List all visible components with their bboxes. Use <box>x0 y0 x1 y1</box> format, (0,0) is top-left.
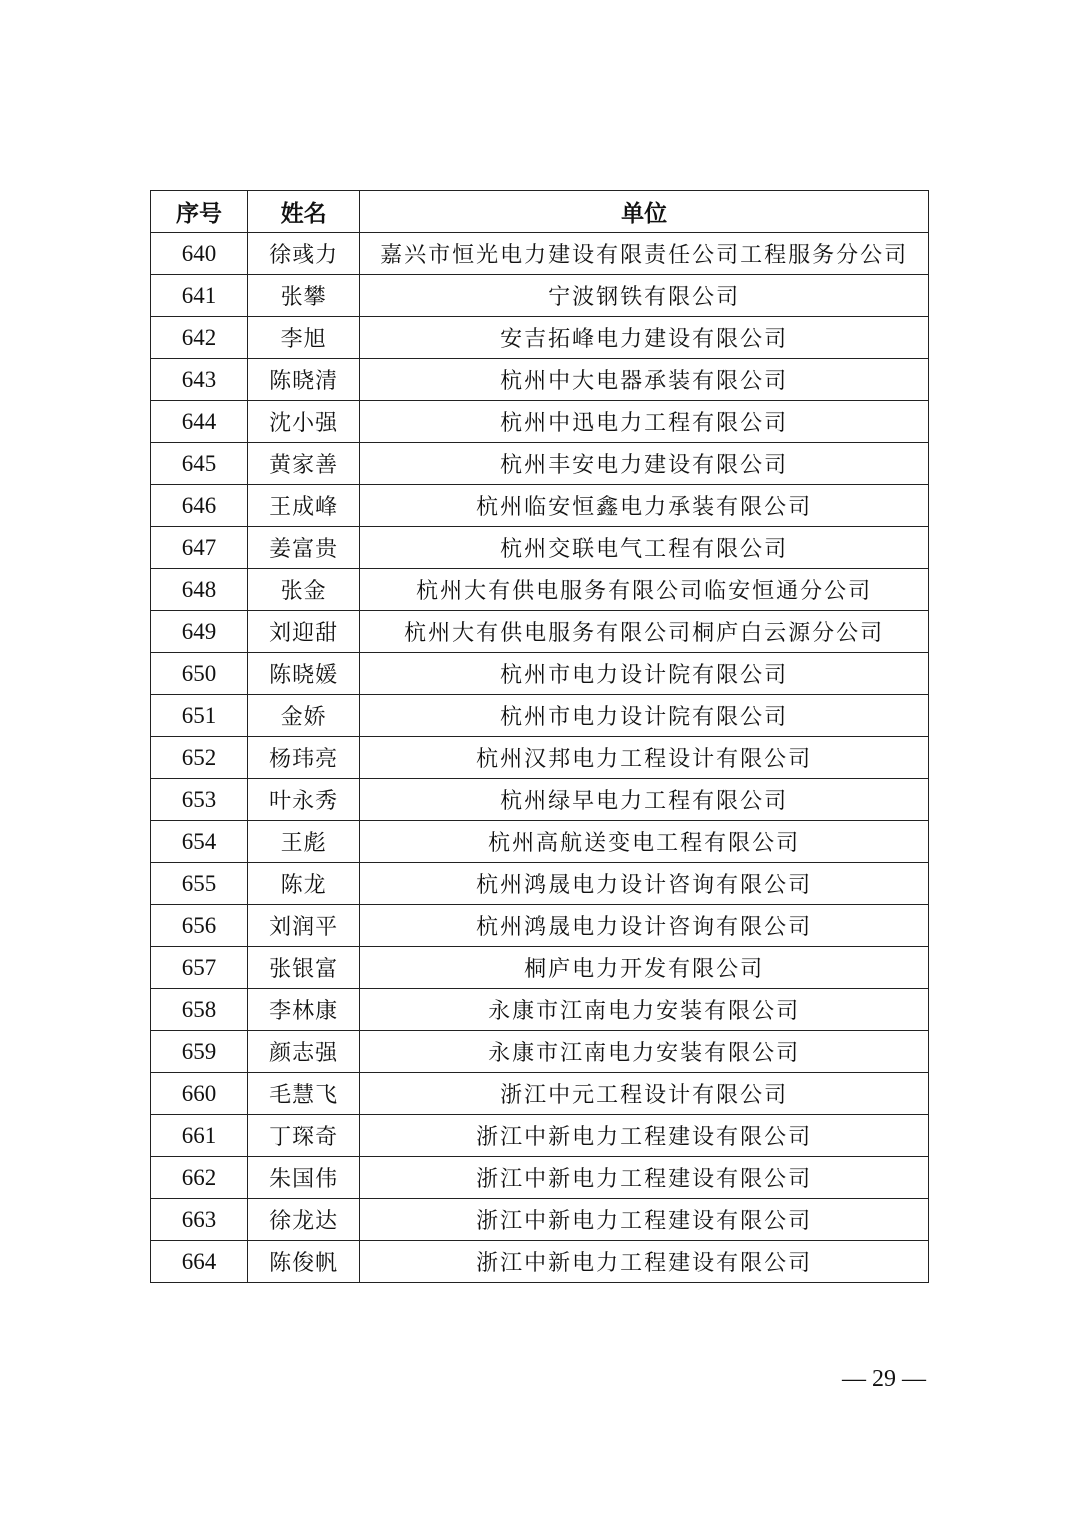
table-row <box>151 1157 929 1199</box>
table-row <box>151 1199 929 1241</box>
unit-cell: 杭州汉邦电力工程设计有限公司 <box>360 737 929 779</box>
name-cell: 王彪 <box>248 821 360 863</box>
page-number: — 29 — <box>842 1366 926 1392</box>
serial-number-cell: 641 <box>151 275 248 317</box>
header-serial-number: 序号 <box>151 191 248 233</box>
table-row <box>151 1031 929 1073</box>
name-cell: 毛慧飞 <box>248 1073 360 1115</box>
name-cell: 陈俊帆 <box>248 1241 360 1283</box>
table-row <box>151 527 929 569</box>
name-cell: 姜富贵 <box>248 527 360 569</box>
unit-cell: 杭州高航送变电工程有限公司 <box>360 821 929 863</box>
name-cell: 叶永秀 <box>248 779 360 821</box>
header-unit: 单位 <box>360 191 929 233</box>
table-row <box>151 569 929 611</box>
table-row <box>151 737 929 779</box>
serial-number-cell: 648 <box>151 569 248 611</box>
unit-cell: 杭州鸿晟电力设计咨询有限公司 <box>360 863 929 905</box>
unit-cell: 浙江中新电力工程建设有限公司 <box>360 1157 929 1199</box>
name-cell: 丁琛奇 <box>248 1115 360 1157</box>
name-cell: 颜志强 <box>248 1031 360 1073</box>
table-row <box>151 695 929 737</box>
table-row <box>151 653 929 695</box>
unit-cell: 杭州临安恒鑫电力承装有限公司 <box>360 485 929 527</box>
unit-cell: 杭州鸿晟电力设计咨询有限公司 <box>360 905 929 947</box>
header-name: 姓名 <box>248 191 360 233</box>
unit-cell: 浙江中元工程设计有限公司 <box>360 1073 929 1115</box>
unit-cell: 杭州市电力设计院有限公司 <box>360 695 929 737</box>
unit-cell: 杭州丰安电力建设有限公司 <box>360 443 929 485</box>
name-cell: 徐彧力 <box>248 233 360 275</box>
serial-number-cell: 656 <box>151 905 248 947</box>
serial-number-cell: 647 <box>151 527 248 569</box>
name-cell: 杨玮亮 <box>248 737 360 779</box>
table-row <box>151 821 929 863</box>
unit-cell: 嘉兴市恒光电力建设有限责任公司工程服务分公司 <box>360 233 929 275</box>
unit-cell: 永康市江南电力安装有限公司 <box>360 989 929 1031</box>
unit-cell: 桐庐电力开发有限公司 <box>360 947 929 989</box>
serial-number-cell: 657 <box>151 947 248 989</box>
table-row <box>151 401 929 443</box>
serial-number-cell: 640 <box>151 233 248 275</box>
serial-number-cell: 655 <box>151 863 248 905</box>
table-row <box>151 317 929 359</box>
table-row <box>151 947 929 989</box>
table-row <box>151 611 929 653</box>
serial-number-cell: 642 <box>151 317 248 359</box>
name-cell: 陈龙 <box>248 863 360 905</box>
name-cell: 张攀 <box>248 275 360 317</box>
table-body <box>151 233 929 1283</box>
unit-cell: 杭州大有供电服务有限公司临安恒通分公司 <box>360 569 929 611</box>
name-cell: 朱国伟 <box>248 1157 360 1199</box>
serial-number-cell: 654 <box>151 821 248 863</box>
serial-number-cell: 663 <box>151 1199 248 1241</box>
serial-number-cell: 661 <box>151 1115 248 1157</box>
name-cell: 陈晓媛 <box>248 653 360 695</box>
table-row <box>151 1073 929 1115</box>
name-cell: 李林康 <box>248 989 360 1031</box>
name-cell: 张金 <box>248 569 360 611</box>
name-cell: 金娇 <box>248 695 360 737</box>
personnel-table <box>150 190 929 1283</box>
serial-number-cell: 650 <box>151 653 248 695</box>
table-row <box>151 233 929 275</box>
table-row <box>151 275 929 317</box>
serial-number-cell: 664 <box>151 1241 248 1283</box>
unit-cell: 杭州大有供电服务有限公司桐庐白云源分公司 <box>360 611 929 653</box>
serial-number-cell: 653 <box>151 779 248 821</box>
serial-number-cell: 644 <box>151 401 248 443</box>
serial-number-cell: 662 <box>151 1157 248 1199</box>
serial-number-cell: 646 <box>151 485 248 527</box>
unit-cell: 杭州中大电器承装有限公司 <box>360 359 929 401</box>
serial-number-cell: 643 <box>151 359 248 401</box>
table-row <box>151 905 929 947</box>
table-row <box>151 1115 929 1157</box>
unit-cell: 杭州中迅电力工程有限公司 <box>360 401 929 443</box>
table-row <box>151 1241 929 1283</box>
name-cell: 王成峰 <box>248 485 360 527</box>
name-cell: 张银富 <box>248 947 360 989</box>
name-cell: 陈晓清 <box>248 359 360 401</box>
table-row <box>151 779 929 821</box>
name-cell: 黄家善 <box>248 443 360 485</box>
serial-number-cell: 649 <box>151 611 248 653</box>
table-row <box>151 359 929 401</box>
name-cell: 徐龙达 <box>248 1199 360 1241</box>
table-row <box>151 443 929 485</box>
unit-cell: 杭州绿早电力工程有限公司 <box>360 779 929 821</box>
serial-number-cell: 652 <box>151 737 248 779</box>
name-cell: 李旭 <box>248 317 360 359</box>
serial-number-cell: 659 <box>151 1031 248 1073</box>
name-cell: 沈小强 <box>248 401 360 443</box>
serial-number-cell: 645 <box>151 443 248 485</box>
table-row <box>151 989 929 1031</box>
unit-cell: 宁波钢铁有限公司 <box>360 275 929 317</box>
unit-cell: 杭州市电力设计院有限公司 <box>360 653 929 695</box>
table-row <box>151 485 929 527</box>
unit-cell: 安吉拓峰电力建设有限公司 <box>360 317 929 359</box>
table-header-row <box>151 191 929 233</box>
unit-cell: 永康市江南电力安装有限公司 <box>360 1031 929 1073</box>
name-cell: 刘迎甜 <box>248 611 360 653</box>
unit-cell: 杭州交联电气工程有限公司 <box>360 527 929 569</box>
unit-cell: 浙江中新电力工程建设有限公司 <box>360 1241 929 1283</box>
serial-number-cell: 658 <box>151 989 248 1031</box>
serial-number-cell: 651 <box>151 695 248 737</box>
serial-number-cell: 660 <box>151 1073 248 1115</box>
unit-cell: 浙江中新电力工程建设有限公司 <box>360 1115 929 1157</box>
table-row <box>151 863 929 905</box>
unit-cell: 浙江中新电力工程建设有限公司 <box>360 1199 929 1241</box>
name-cell: 刘润平 <box>248 905 360 947</box>
